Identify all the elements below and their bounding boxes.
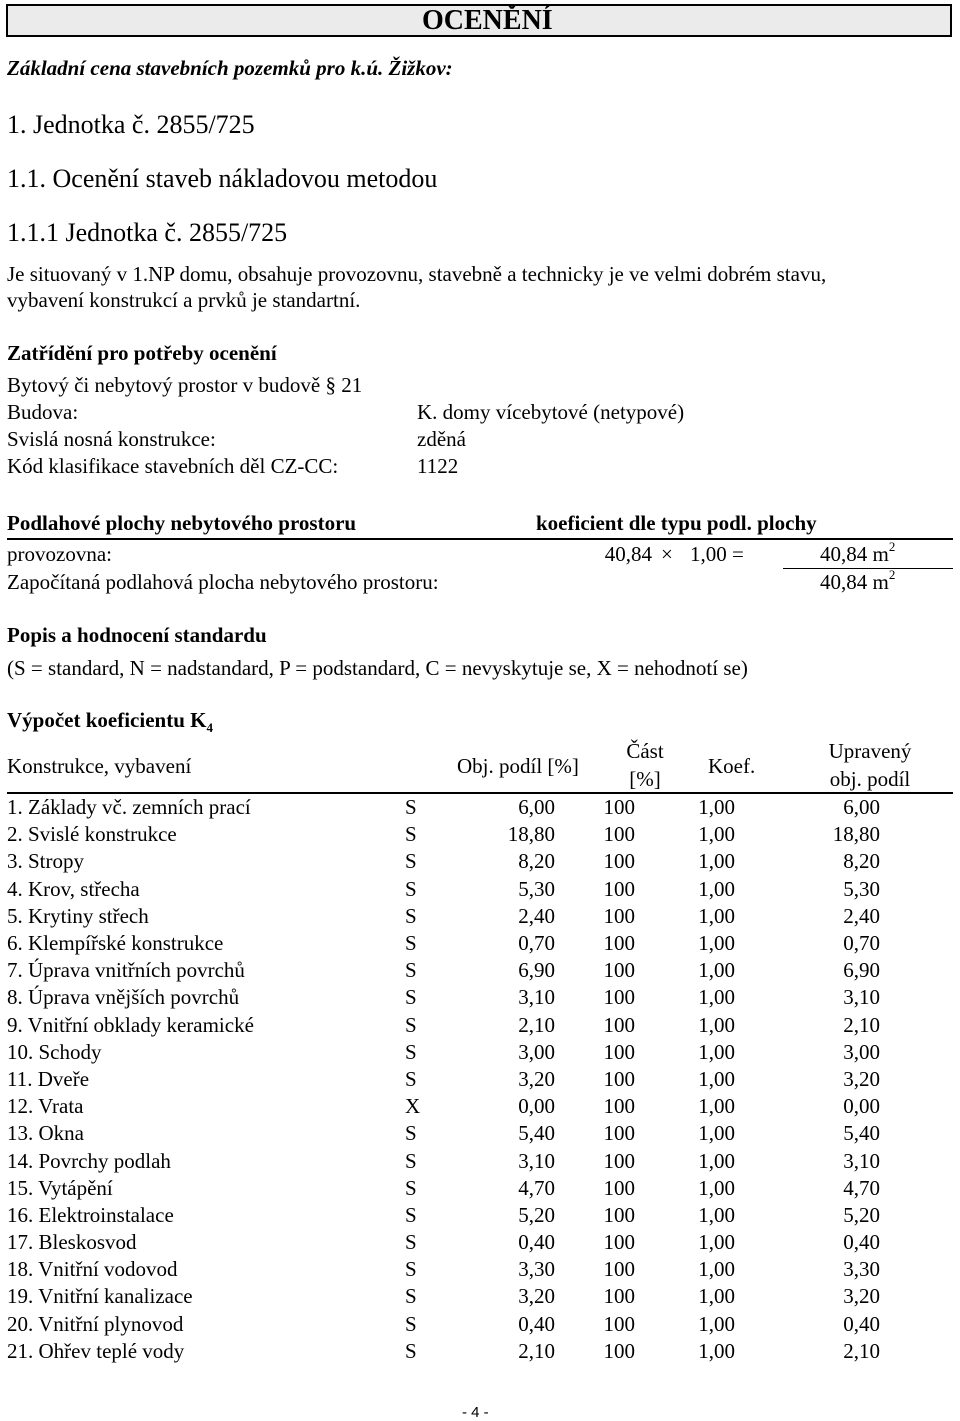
share-value: 0,40 [518,1311,555,1336]
adjusted-share-value: 0,70 [843,931,880,956]
table-row [7,848,946,875]
part-value: 100 [603,1284,635,1309]
classification-label: Svislá nosná konstrukce: [7,427,216,451]
adjusted-share-value: 6,90 [843,958,880,983]
table-row [7,1066,946,1093]
construction-name: 4. Krov, střecha [7,876,140,901]
table-row [7,1039,946,1066]
table-row [7,1229,946,1256]
part-value: 100 [603,1066,635,1091]
sum-line [783,568,953,569]
heading-cost-method: 1.1. Ocenění staveb nákladovou metodou [7,164,438,193]
page-title-banner [6,4,952,37]
coefficient-value: 1,00 [698,1202,735,1227]
part-value: 100 [603,1338,635,1363]
part-value: 100 [603,1230,635,1255]
share-value: 0,70 [518,931,555,956]
standard-legend: (S = standard, N = nadstandard, P = podstandard, C = nevyskytuje se, X = nehodnotí se) [7,656,748,680]
share-value: 3,10 [518,1148,555,1173]
share-value: 18,80 [507,822,555,847]
share-value: 5,20 [518,1202,555,1227]
construction-name: 1. Základy vč. zemních prací [7,795,251,820]
adjusted-share-value: 3,20 [843,1284,880,1309]
classification-label: Budova: [7,400,79,424]
standard-code: S [405,1284,417,1309]
construction-name: 2. Svislé konstrukce [7,822,177,847]
share-value: 3,30 [518,1257,555,1282]
standard-code: S [405,1148,417,1173]
coefficient-heading: koeficient dle typu podl. plochy [536,511,817,535]
share-value: 6,00 [518,795,555,820]
adjusted-share-value: 5,30 [843,876,880,901]
description-line-2: vybavení konstrukcí a prvků je standartní. [7,288,361,312]
table-row [7,1093,946,1120]
part-value: 100 [603,876,635,901]
share-value: 0,00 [518,1094,555,1119]
share-value: 2,40 [518,903,555,928]
heading-unit: 1. Jednotka č. 2855/725 [7,110,255,139]
col-header-part: Část [626,739,664,763]
standard-code: S [405,903,417,928]
floor-area-value: 40,84 [604,542,652,566]
table-row [7,876,946,903]
standard-code: S [405,1257,417,1282]
divider [7,538,953,540]
part-value: 100 [603,1311,635,1336]
page-number: - 4 - [462,1404,489,1421]
part-value: 100 [603,1175,635,1200]
col-header-construction: Konstrukce, vybavení [7,754,192,778]
adjusted-share-value: 8,20 [843,849,880,874]
share-value: 4,70 [518,1175,555,1200]
table-row [7,957,946,984]
construction-name: 19. Vnitřní kanalizace [7,1284,193,1309]
coefficient-value: 1,00 [698,931,735,956]
floor-area-result: 40,84 $m^2$ [820,539,896,566]
standard-code: S [405,1311,417,1336]
table-row [7,903,946,930]
col-header-adjusted-2: obj. podíl [829,767,911,791]
coefficient-value: 1,00 [698,822,735,847]
adjusted-share-value: 0,00 [843,1094,880,1119]
adjusted-share-value: 3,30 [843,1257,880,1282]
standard-heading: Popis a hodnocení standardu [7,623,267,647]
standard-code: S [405,822,417,847]
coefficient-value: 1,00 [698,876,735,901]
coefficient-value: 1,00 [698,1230,735,1255]
table-row [7,1147,946,1174]
standard-code: S [405,1039,417,1064]
part-value: 100 [603,1257,635,1282]
construction-name: 8. Úprava vnějších povrchů [7,985,240,1010]
adjusted-share-value: 0,40 [843,1311,880,1336]
coefficient-value: 1,00 [698,1012,735,1037]
coefficient-value: 1,00 [698,1148,735,1173]
table-row [7,1256,946,1283]
col-header-part-unit: [%] [629,767,661,791]
table-row [7,984,946,1011]
standard-code: S [405,849,417,874]
standard-code: S [405,876,417,901]
construction-name: 9. Vnitřní obklady keramické [7,1012,254,1037]
table-row [7,821,946,848]
table-row [7,1202,946,1229]
part-value: 100 [603,958,635,983]
construction-name: 16. Elektroinstalace [7,1202,174,1227]
part-value: 100 [603,1012,635,1037]
standard-code: S [405,1066,417,1091]
classification-value: 1122 [417,454,459,478]
coefficient-value: 1,00 [698,1039,735,1064]
floor-area-row-label: provozovna: [7,542,112,566]
col-header-adjusted: Upravený [828,739,912,763]
standard-code: S [405,1012,417,1037]
share-value: 3,20 [518,1284,555,1309]
standard-code: S [405,795,417,820]
coefficient-value: 1,00 [698,1257,735,1282]
share-value: 3,10 [518,985,555,1010]
part-value: 100 [603,1039,635,1064]
construction-name: 10. Schody [7,1039,102,1064]
coefficient-value: 1,00 [698,903,735,928]
table-row [7,1311,946,1338]
adjusted-share-value: 3,00 [843,1039,880,1064]
classification-value: K. domy vícebytové (netypové) [417,400,685,424]
col-header-share: Obj. podíl [%] [457,754,579,778]
table-row [7,1175,946,1202]
adjusted-share-value: 0,40 [843,1230,880,1255]
adjusted-share-value: 5,20 [843,1202,880,1227]
share-value: 0,40 [518,1230,555,1255]
table-row [7,794,946,821]
share-value: 2,10 [518,1338,555,1363]
heading-unit-detail: 1.1.1 Jednotka č. 2855/725 [7,218,288,247]
classification-heading: Zatřídění pro potřeby ocenění [7,341,277,365]
construction-name: 15. Vytápění [7,1175,113,1200]
page-title: OCENĚNÍ [422,5,553,36]
construction-name: 6. Klempířské konstrukce [7,931,224,956]
share-value: 8,20 [518,849,555,874]
construction-name: 11. Dveře [7,1066,90,1091]
construction-name: 21. Ohřev teplé vody [7,1338,185,1363]
coefficient-value: 1,00 [698,795,735,820]
standard-code: S [405,1338,417,1363]
part-value: 100 [603,1094,635,1119]
k4-heading: Výpočet koeficientu $K_4$ [7,708,213,736]
construction-name: 3. Stropy [7,849,85,874]
table-row [7,1338,946,1365]
adjusted-share-value: 3,10 [843,1148,880,1173]
part-value: 100 [603,822,635,847]
coefficient-value: 1,00 [698,985,735,1010]
construction-name: 14. Povrchy podlah [7,1148,171,1173]
construction-name: 13. Okna [7,1121,84,1146]
adjusted-share-value: 2,10 [843,1338,880,1363]
classification-value: zděná [417,427,466,451]
share-value: 6,90 [518,958,555,983]
share-value: 5,40 [518,1121,555,1146]
adjusted-share-value: 2,40 [843,903,880,928]
table-row [7,1120,946,1147]
table-row [7,1283,946,1310]
coefficient-value: 1,00 [698,1066,735,1091]
adjusted-share-value: 5,40 [843,1121,880,1146]
adjusted-share-value: 3,20 [843,1066,880,1091]
col-header-coefficient: Koef. [708,754,756,778]
construction-name: 20. Vnitřní plynovod [7,1311,184,1336]
standard-code: S [405,958,417,983]
standard-code: S [405,1121,417,1146]
part-value: 100 [603,1202,635,1227]
part-value: 100 [603,985,635,1010]
adjusted-share-value: 6,00 [843,795,880,820]
adjusted-share-value: 2,10 [843,1012,880,1037]
standard-code: S [405,1202,417,1227]
coefficient-value: 1,00 [698,849,735,874]
total-area-label: Započítaná podlahová plocha nebytového prostoru: [7,570,439,594]
part-value: 100 [603,795,635,820]
multiply-sign: × [661,542,673,566]
standard-code: X [405,1094,421,1119]
adjusted-share-value: 4,70 [843,1175,880,1200]
part-value: 100 [603,849,635,874]
share-value: 3,00 [518,1039,555,1064]
share-value: 3,20 [518,1066,555,1091]
part-value: 100 [603,1121,635,1146]
standard-code: S [405,1175,417,1200]
description-line-1: Je situovaný v 1.NP domu, obsahuje provozovnu, stavebně a technicky je ve velmi dobrém stavu, [7,262,827,286]
floor-area-coefficient: 1,00 = [690,542,744,566]
construction-name: 18. Vnitřní vodovod [7,1257,178,1282]
construction-name: 7. Úprava vnitřních povrchů [7,958,245,983]
standard-code: S [405,931,417,956]
standard-code: S [405,985,417,1010]
table-row [7,930,946,957]
part-value: 100 [603,1148,635,1173]
classification-label: Kód klasifikace stavebních děl CZ-CC: [7,454,339,478]
coefficient-value: 1,00 [698,1121,735,1146]
adjusted-share-value: 18,80 [832,822,880,847]
share-value: 2,10 [518,1012,555,1037]
coefficient-value: 1,00 [698,1284,735,1309]
construction-name: 5. Krytiny střech [7,903,149,928]
k4-table [7,794,946,1365]
part-value: 100 [603,931,635,956]
share-value: 5,30 [518,876,555,901]
total-area-value: 40,84 $m^2$ [820,567,896,594]
table-row [7,1012,946,1039]
part-value: 100 [603,903,635,928]
coefficient-value: 1,00 [698,1338,735,1363]
coefficient-value: 1,00 [698,1094,735,1119]
construction-name: 17. Bleskosvod [7,1230,137,1255]
classification-line: Bytový či nebytový prostor v budově § 21 [7,373,363,397]
coefficient-value: 1,00 [698,958,735,983]
coefficient-value: 1,00 [698,1311,735,1336]
subtitle: Základní cena stavebních pozemků pro k.ú. Žižkov: [7,56,453,80]
adjusted-share-value: 3,10 [843,985,880,1010]
floor-area-heading: Podlahové plochy nebytového prostoru [7,511,357,535]
construction-name: 12. Vrata [7,1094,84,1119]
standard-code: S [405,1230,417,1255]
coefficient-value: 1,00 [698,1175,735,1200]
